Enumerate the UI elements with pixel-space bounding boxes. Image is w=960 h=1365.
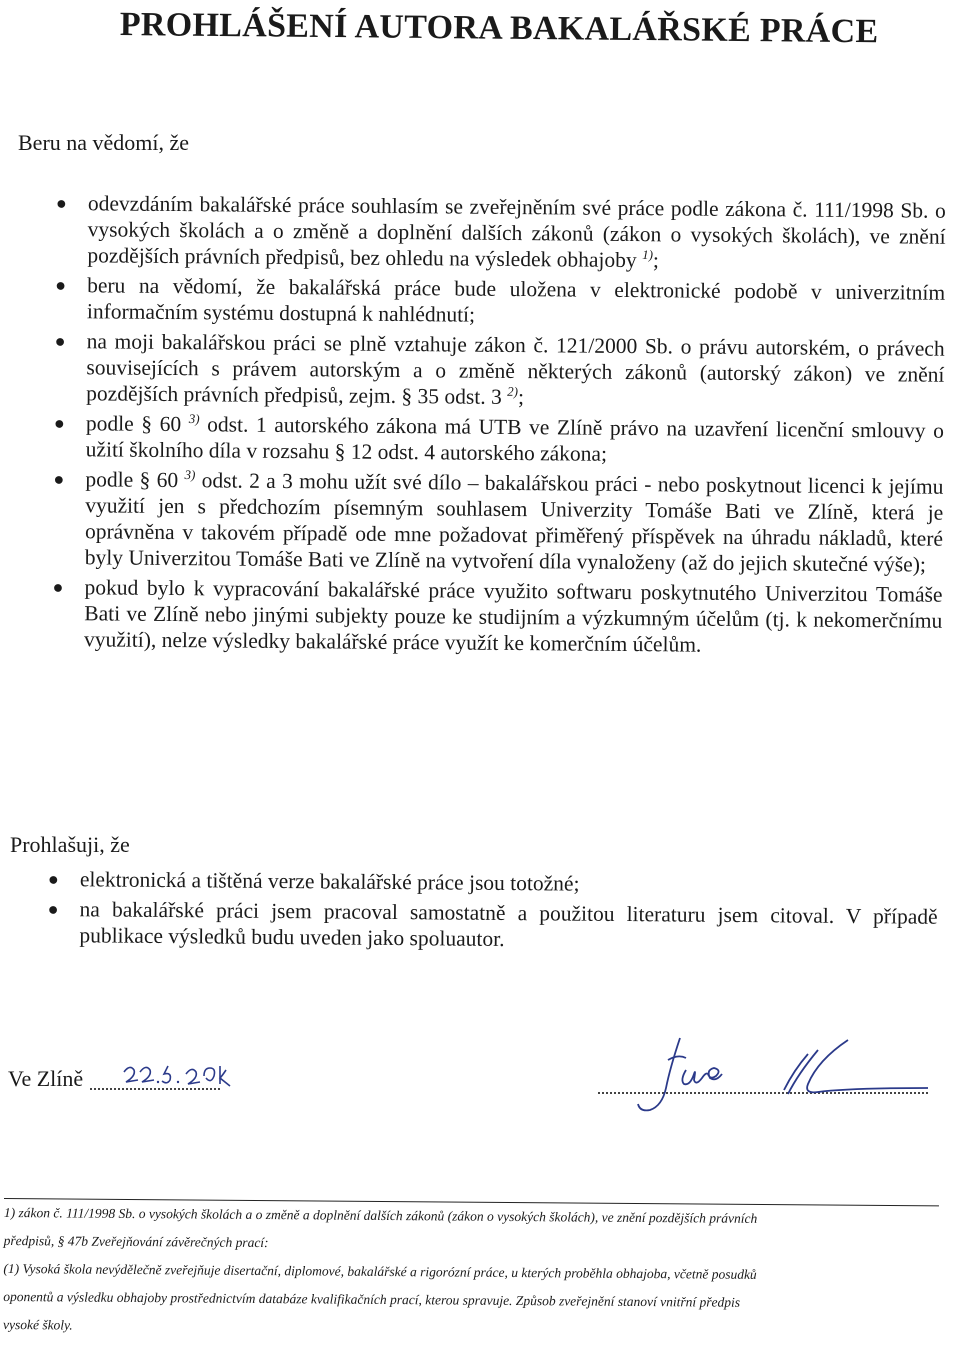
- declaration-list: [47, 866, 938, 960]
- bullet-icon: ●: [47, 868, 59, 890]
- footnote-line: oponentů a výsledku obhajoby prostřednictvím databáze kvalifikačních prací, kterou spravuje. Způsob zveřejnění stanoví vnitřní předpis: [3, 1288, 741, 1310]
- list-item: ● beru na vědomí, že bakalářská práce bude uložena v elektronické podobě v univerzitním informačním systému dostupná k nahlédnutí;: [55, 273, 946, 327]
- footnote-line: (1) Vysoká škola nevýdělečně zveřejňuje disertační, diplomové, bakalářské a rigorózní práce, u kterých proběhla obhajoba, včetně posudků: [3, 1260, 757, 1282]
- list-item: ● na bakalářské práci jsem pracoval samostatně a použitou literaturu jsem citoval. V případě publikace výsledků budu uveden jako spoluautor.: [47, 897, 938, 951]
- bullet-icon: ●: [55, 274, 67, 296]
- acknowledgement-list: [52, 190, 946, 664]
- list-item: ● podle § 60 $^{3)}$ odst. 1 autorského zákona má UTB ve Zlíně právo na uzavření licenční smlouvy o užití školního díla v rozsahu § 12 odst. 4 autorského zákona;: [53, 411, 945, 466]
- bullet-icon: ●: [53, 412, 65, 434]
- section-1-intro: Beru na vědomí, že: [18, 130, 190, 155]
- list-item: ● na moji bakalářskou práci se plně vztahuje zákon č. 121/2000 Sb. o právu autorském, o právech souvisejících s právem autorským a o změně některých zákonů (autorský zákon) ve znění pozdějších právních předpisů, zejm. § 35 odst. 3 $^{2)}$;: [54, 329, 945, 410]
- bullet-icon: ●: [47, 898, 59, 920]
- footnote-ref: 3): [188, 411, 200, 427]
- handwritten-date: [118, 1058, 248, 1098]
- bullet-icon: ●: [55, 192, 67, 214]
- footnote-line: 1) zákon č. 111/1998 Sb. o vysokých školách a o změně a doplnění dalších zákonů (zákon o vysokých školách), ve znění pozdějších právních: [3, 1204, 758, 1226]
- footnote-ref: 1): [642, 246, 654, 263]
- section-2-intro: Prohlašuji, že: [10, 832, 130, 857]
- list-item: ● elektronická a tištěná verze bakalářské práce jsou totožné;: [47, 867, 580, 896]
- signature-icon: [608, 1030, 938, 1120]
- list-item: ● pokud bylo k vypracování bakalářské práce využito softwaru poskytnutého Univerzitou Tomáše Bati ve Zlíně nebo jinými subjekty pouze ke studijním a výzkumným účelům (tj. k nekomerčnímu využití), nelze výsledky bakalářské práce využít ke komerčním účelům.: [52, 575, 943, 657]
- signature-row: [8, 1058, 948, 1138]
- footnote-ref: 2): [507, 383, 519, 399]
- document-title: PROHLÁŠENÍ AUTORA BAKALÁŘSKÉ PRÁCE: [119, 6, 879, 51]
- bullet-icon: ●: [52, 576, 64, 598]
- list-item: ● podle § 60 $^{3)}$ odst. 2 a 3 mohu užít své dílo – bakalářskou práci - nebo poskytnout licenci k jejímu využití jen s předchozím písemným souhlasem Univerzity Tomáše Bati ve Zlíně, která je oprávněna v takovém případě ode mne požadovat přiměřený příspěvek na úhradu nákladů, které byly Univerzitou Tomáše Bati ve Zlíně na vytvoření díla vynaloženy (až do jejich skutečné výše);: [53, 466, 944, 577]
- footnotes: [3, 1198, 944, 1346]
- footnote-ref: 3): [184, 466, 196, 483]
- list-item: ● odevzdáním bakalářské práce souhlasím se zveřejněním své práce podle zákona č. 111/1998 Sb. o vysokých školách a o změně a doplnění dalších zákonů (zákon o vysokých školách), ve znění pozdějších právních předpisů, bez ohledu na výsledek obhajoby $^{1)}$;: [55, 191, 946, 273]
- footnote-line: vysoké školy.: [2, 1316, 73, 1333]
- bullet-icon: ●: [54, 330, 66, 352]
- footnote-line: předpisů, § 47b Zveřejňování závěrečných prací:: [3, 1232, 269, 1251]
- bullet-icon: ●: [53, 468, 65, 490]
- place-label: Ve Zlíně: [8, 1066, 84, 1091]
